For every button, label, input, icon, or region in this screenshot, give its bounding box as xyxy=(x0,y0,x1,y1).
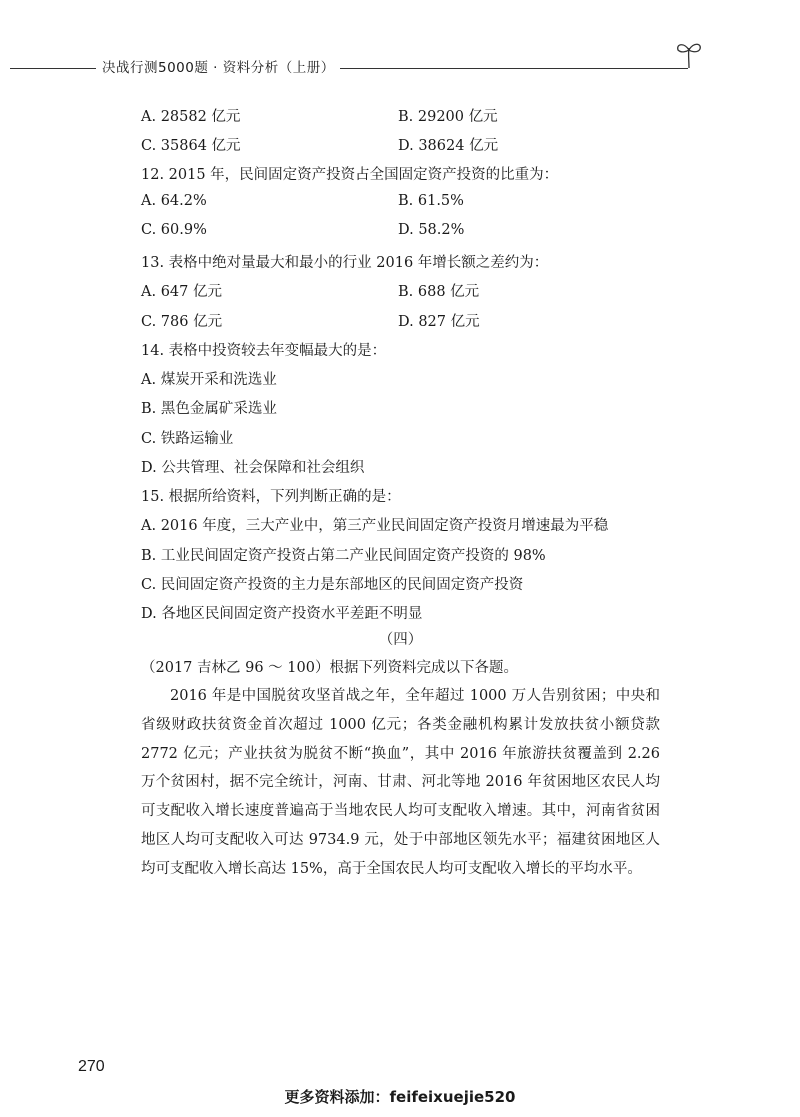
q12-stem: 12. 2015 年，民间固定资产投资占全国固定资产投资的比重为： xyxy=(141,167,559,183)
footer-note: 更多资料添加：feifeixuejie520 xyxy=(284,1088,516,1106)
q15-stem: 15. 根据所给资料，下列判断正确的是： xyxy=(141,489,401,505)
q11-option-c: C. 35864 亿元 xyxy=(141,138,241,154)
q13-option-b: B. 688 亿元 xyxy=(398,284,480,300)
q14-option-d: D. 公共管理、社会保障和社会组织 xyxy=(141,460,365,476)
q13-option-c: C. 786 亿元 xyxy=(141,314,223,330)
section-heading: （四） xyxy=(378,632,423,648)
q13-option-d: D. 827 亿元 xyxy=(398,314,480,330)
header-title: 决战行测5000题 · 资料分析（上册） xyxy=(102,60,335,76)
q12-option-a: A. 64.2% xyxy=(141,193,207,209)
header-rule-left xyxy=(10,68,96,69)
q13-stem: 13. 表格中绝对量最大和最小的行业 2016 年增长额之差约为： xyxy=(141,255,549,271)
q15-option-b: B. 工业民间固定资产投资占第二产业民间固定资产投资的 98% xyxy=(141,548,546,564)
q12-option-d: D. 58.2% xyxy=(398,222,465,238)
q15-option-a: A. 2016 年度，三大产业中，第三产业民间固定资产投资月增速最为平稳 xyxy=(141,518,609,534)
section-intro: （2017 吉林乙 96 ～ 100）根据下列资料完成以下各题。 xyxy=(141,660,518,676)
q11-option-a: A. 28582 亿元 xyxy=(141,109,241,125)
material-paragraph: 2016 年是中国脱贫攻坚首战之年，全年超过 1000 万人告别贫困；中央和省级财政扶贫资金首次超过 1000 亿元；各类金融机构累计发放扶贫小额贷款 2772 亿元；产业扶贫为脱贫不断“换血”，其中 2016 年旅游扶贫覆盖到 2.26 万个贫困村，据不完全统计，河南、甘肃、河北等地 2016 年贫困地区农民人均可支配收入增长速度普遍高于当地农民人均可支配收入增速。其中，河南省贫困地区人均可支配收入可达 9734.9 元，处于中部地区领先水平；福建贫困地区人均可支配收入增长高达 15%，高于全国农民人均可支配收入增长的平均水平。 xyxy=(141,688,660,877)
q11-option-d: D. 38624 亿元 xyxy=(398,138,499,154)
header-rule-right xyxy=(340,68,688,69)
q14-option-b: B. 黑色金属矿采选业 xyxy=(141,401,277,417)
q15-option-d: D. 各地区民间固定资产投资水平差距不明显 xyxy=(141,606,423,622)
q14-stem: 14. 表格中投资较去年变幅最大的是： xyxy=(141,343,387,359)
q14-option-a: A. 煤炭开采和洗选业 xyxy=(141,372,277,388)
q13-option-a: A. 647 亿元 xyxy=(141,284,222,300)
q11-option-b: B. 29200 亿元 xyxy=(398,109,498,125)
q12-option-c: C. 60.9% xyxy=(141,222,207,238)
sprout-icon xyxy=(672,38,706,72)
q14-option-c: C. 铁路运输业 xyxy=(141,431,234,447)
q15-option-c: C. 民间固定资产投资的主力是东部地区的民间固定资产投资 xyxy=(141,577,524,593)
page-number: 270 xyxy=(78,1058,105,1075)
q12-option-b: B. 61.5% xyxy=(398,193,464,209)
